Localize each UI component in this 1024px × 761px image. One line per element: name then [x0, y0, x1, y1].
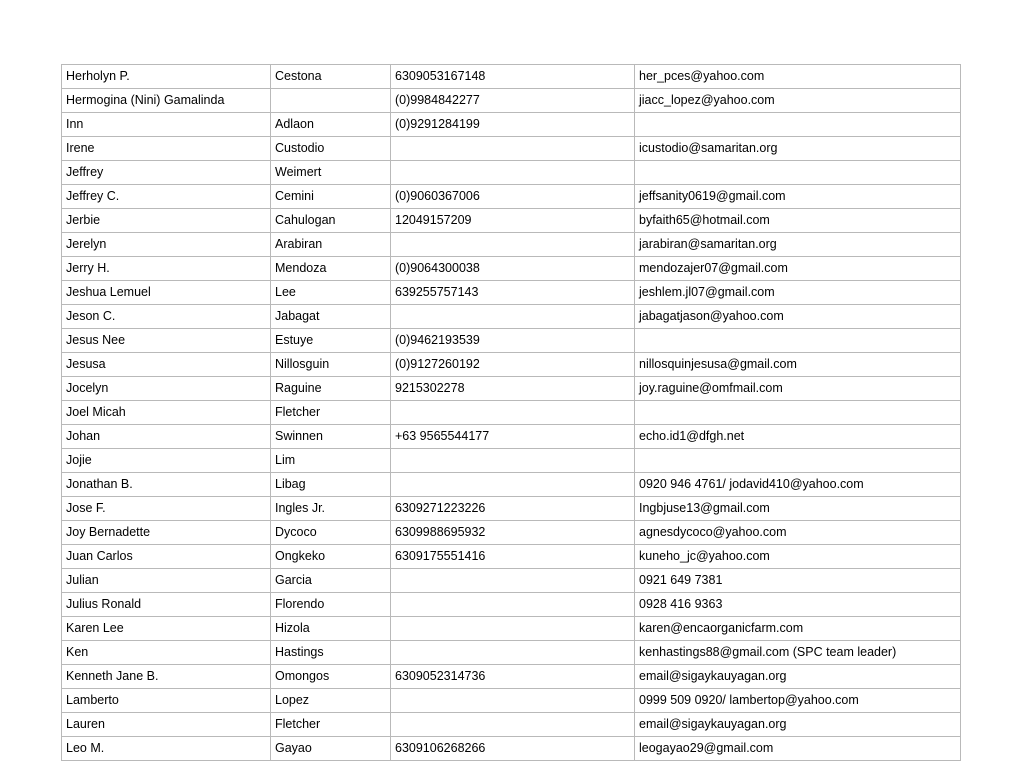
cell-email: mendozajer07@gmail.com — [635, 257, 961, 281]
cell-email: Ingbjuse13@gmail.com — [635, 497, 961, 521]
cell-email: byfaith65@hotmail.com — [635, 209, 961, 233]
cell-phone — [391, 449, 635, 473]
cell-email: email@sigaykauyagan.org — [635, 713, 961, 737]
cell-phone — [391, 689, 635, 713]
cell-phone: (0)9984842277 — [391, 89, 635, 113]
table-row — [62, 713, 961, 737]
cell-first-name: Juan Carlos — [62, 545, 271, 569]
table-row — [62, 113, 961, 137]
cell-phone: (0)9462193539 — [391, 329, 635, 353]
table-row — [62, 137, 961, 161]
cell-email: leogayao29@gmail.com — [635, 737, 961, 761]
cell-first-name: Ken — [62, 641, 271, 665]
cell-phone: (0)9064300038 — [391, 257, 635, 281]
cell-phone: (0)9291284199 — [391, 113, 635, 137]
cell-email: echo.id1@dfgh.net — [635, 425, 961, 449]
cell-last-name: Cahulogan — [271, 209, 391, 233]
cell-email: kuneho_jc@yahoo.com — [635, 545, 961, 569]
table-row — [62, 281, 961, 305]
cell-first-name: Kenneth Jane B. — [62, 665, 271, 689]
table-row — [62, 473, 961, 497]
cell-first-name: Jeffrey — [62, 161, 271, 185]
cell-email — [635, 113, 961, 137]
table-row — [62, 233, 961, 257]
cell-phone — [391, 401, 635, 425]
cell-phone: +63 9565544177 — [391, 425, 635, 449]
cell-first-name: Jerry H. — [62, 257, 271, 281]
cell-last-name: Ingles Jr. — [271, 497, 391, 521]
cell-first-name: Johan — [62, 425, 271, 449]
cell-phone — [391, 137, 635, 161]
cell-last-name — [271, 89, 391, 113]
cell-first-name: Jerbie — [62, 209, 271, 233]
cell-last-name: Estuye — [271, 329, 391, 353]
cell-last-name: Florendo — [271, 593, 391, 617]
cell-email: jabagatjason@yahoo.com — [635, 305, 961, 329]
cell-email: 0928 416 9363 — [635, 593, 961, 617]
table-row — [62, 185, 961, 209]
cell-email: her_pces@yahoo.com — [635, 65, 961, 89]
cell-phone — [391, 233, 635, 257]
cell-last-name: Raguine — [271, 377, 391, 401]
cell-last-name: Lopez — [271, 689, 391, 713]
cell-last-name: Mendoza — [271, 257, 391, 281]
cell-last-name: Lim — [271, 449, 391, 473]
cell-phone — [391, 593, 635, 617]
cell-last-name: Cemini — [271, 185, 391, 209]
table-row — [62, 569, 961, 593]
cell-last-name: Nillosguin — [271, 353, 391, 377]
cell-last-name: Ongkeko — [271, 545, 391, 569]
cell-email: kenhastings88@gmail.com (SPC team leader) — [635, 641, 961, 665]
cell-last-name: Omongos — [271, 665, 391, 689]
cell-last-name: Libag — [271, 473, 391, 497]
cell-first-name: Lamberto — [62, 689, 271, 713]
cell-phone: 6309175551416 — [391, 545, 635, 569]
cell-first-name: Lauren — [62, 713, 271, 737]
cell-last-name: Jabagat — [271, 305, 391, 329]
cell-email: 0920 946 4761/ jodavid410@yahoo.com — [635, 473, 961, 497]
cell-last-name: Weimert — [271, 161, 391, 185]
cell-email — [635, 161, 961, 185]
cell-email: karen@encaorganicfarm.com — [635, 617, 961, 641]
cell-email: jeshlem.jl07@gmail.com — [635, 281, 961, 305]
cell-last-name: Fletcher — [271, 713, 391, 737]
cell-last-name: Hastings — [271, 641, 391, 665]
cell-first-name: Inn — [62, 113, 271, 137]
cell-email: jiacc_lopez@yahoo.com — [635, 89, 961, 113]
cell-first-name: Karen Lee — [62, 617, 271, 641]
cell-phone: 9215302278 — [391, 377, 635, 401]
cell-phone — [391, 473, 635, 497]
cell-email: nillosquinjesusa@gmail.com — [635, 353, 961, 377]
cell-phone — [391, 305, 635, 329]
cell-phone — [391, 713, 635, 737]
cell-last-name: Arabiran — [271, 233, 391, 257]
table-row — [62, 449, 961, 473]
cell-email — [635, 401, 961, 425]
table-row — [62, 641, 961, 665]
cell-last-name: Lee — [271, 281, 391, 305]
cell-phone — [391, 569, 635, 593]
cell-last-name: Custodio — [271, 137, 391, 161]
table-row — [62, 665, 961, 689]
cell-email: 0999 509 0920/ lambertop@yahoo.com — [635, 689, 961, 713]
cell-first-name: Jeffrey C. — [62, 185, 271, 209]
table-row — [62, 89, 961, 113]
cell-email: jeffsanity0619@gmail.com — [635, 185, 961, 209]
cell-last-name: Adlaon — [271, 113, 391, 137]
cell-phone: (0)9060367006 — [391, 185, 635, 209]
cell-first-name: Jerelyn — [62, 233, 271, 257]
cell-email — [635, 449, 961, 473]
cell-first-name: Jesus Nee — [62, 329, 271, 353]
table-row — [62, 353, 961, 377]
cell-first-name: Jojie — [62, 449, 271, 473]
cell-first-name: Leo M. — [62, 737, 271, 761]
cell-first-name: Jocelyn — [62, 377, 271, 401]
contacts-table-container — [61, 64, 960, 761]
cell-phone: 6309271223226 — [391, 497, 635, 521]
cell-first-name: Joy Bernadette — [62, 521, 271, 545]
cell-phone: 6309106268266 — [391, 737, 635, 761]
table-row — [62, 329, 961, 353]
cell-phone: 6309988695932 — [391, 521, 635, 545]
cell-first-name: Jose F. — [62, 497, 271, 521]
cell-email: joy.raguine@omfmail.com — [635, 377, 961, 401]
cell-email: email@sigaykauyagan.org — [635, 665, 961, 689]
table-row — [62, 689, 961, 713]
cell-phone: 639255757143 — [391, 281, 635, 305]
cell-first-name: Herholyn P. — [62, 65, 271, 89]
cell-first-name: Jonathan B. — [62, 473, 271, 497]
cell-phone: 6309053167148 — [391, 65, 635, 89]
cell-phone — [391, 641, 635, 665]
cell-email: jarabiran@samaritan.org — [635, 233, 961, 257]
cell-last-name: Dycoco — [271, 521, 391, 545]
cell-phone — [391, 617, 635, 641]
table-row — [62, 497, 961, 521]
cell-first-name: Jeson C. — [62, 305, 271, 329]
cell-first-name: Joel Micah — [62, 401, 271, 425]
cell-email: agnesdycoco@yahoo.com — [635, 521, 961, 545]
table-row — [62, 617, 961, 641]
cell-phone — [391, 161, 635, 185]
cell-last-name: Swinnen — [271, 425, 391, 449]
cell-first-name: Hermogina (Nini) Gamalinda — [62, 89, 271, 113]
cell-last-name: Fletcher — [271, 401, 391, 425]
table-row — [62, 377, 961, 401]
table-row — [62, 305, 961, 329]
table-row — [62, 545, 961, 569]
cell-email: 0921 649 7381 — [635, 569, 961, 593]
table-row — [62, 65, 961, 89]
cell-first-name: Irene — [62, 137, 271, 161]
cell-phone: 6309052314736 — [391, 665, 635, 689]
cell-email — [635, 329, 961, 353]
cell-email: icustodio@samaritan.org — [635, 137, 961, 161]
table-row — [62, 401, 961, 425]
contacts-table — [61, 64, 961, 761]
cell-first-name: Julius Ronald — [62, 593, 271, 617]
cell-first-name: Julian — [62, 569, 271, 593]
cell-last-name: Gayao — [271, 737, 391, 761]
contacts-table-body — [62, 65, 961, 761]
table-row — [62, 257, 961, 281]
table-row — [62, 593, 961, 617]
cell-phone: 12049157209 — [391, 209, 635, 233]
cell-last-name: Garcia — [271, 569, 391, 593]
table-row — [62, 425, 961, 449]
cell-last-name: Cestona — [271, 65, 391, 89]
cell-phone: (0)9127260192 — [391, 353, 635, 377]
table-row — [62, 209, 961, 233]
table-row — [62, 521, 961, 545]
cell-first-name: Jesusa — [62, 353, 271, 377]
table-row — [62, 737, 961, 761]
cell-last-name: Hizola — [271, 617, 391, 641]
cell-first-name: Jeshua Lemuel — [62, 281, 271, 305]
table-row — [62, 161, 961, 185]
